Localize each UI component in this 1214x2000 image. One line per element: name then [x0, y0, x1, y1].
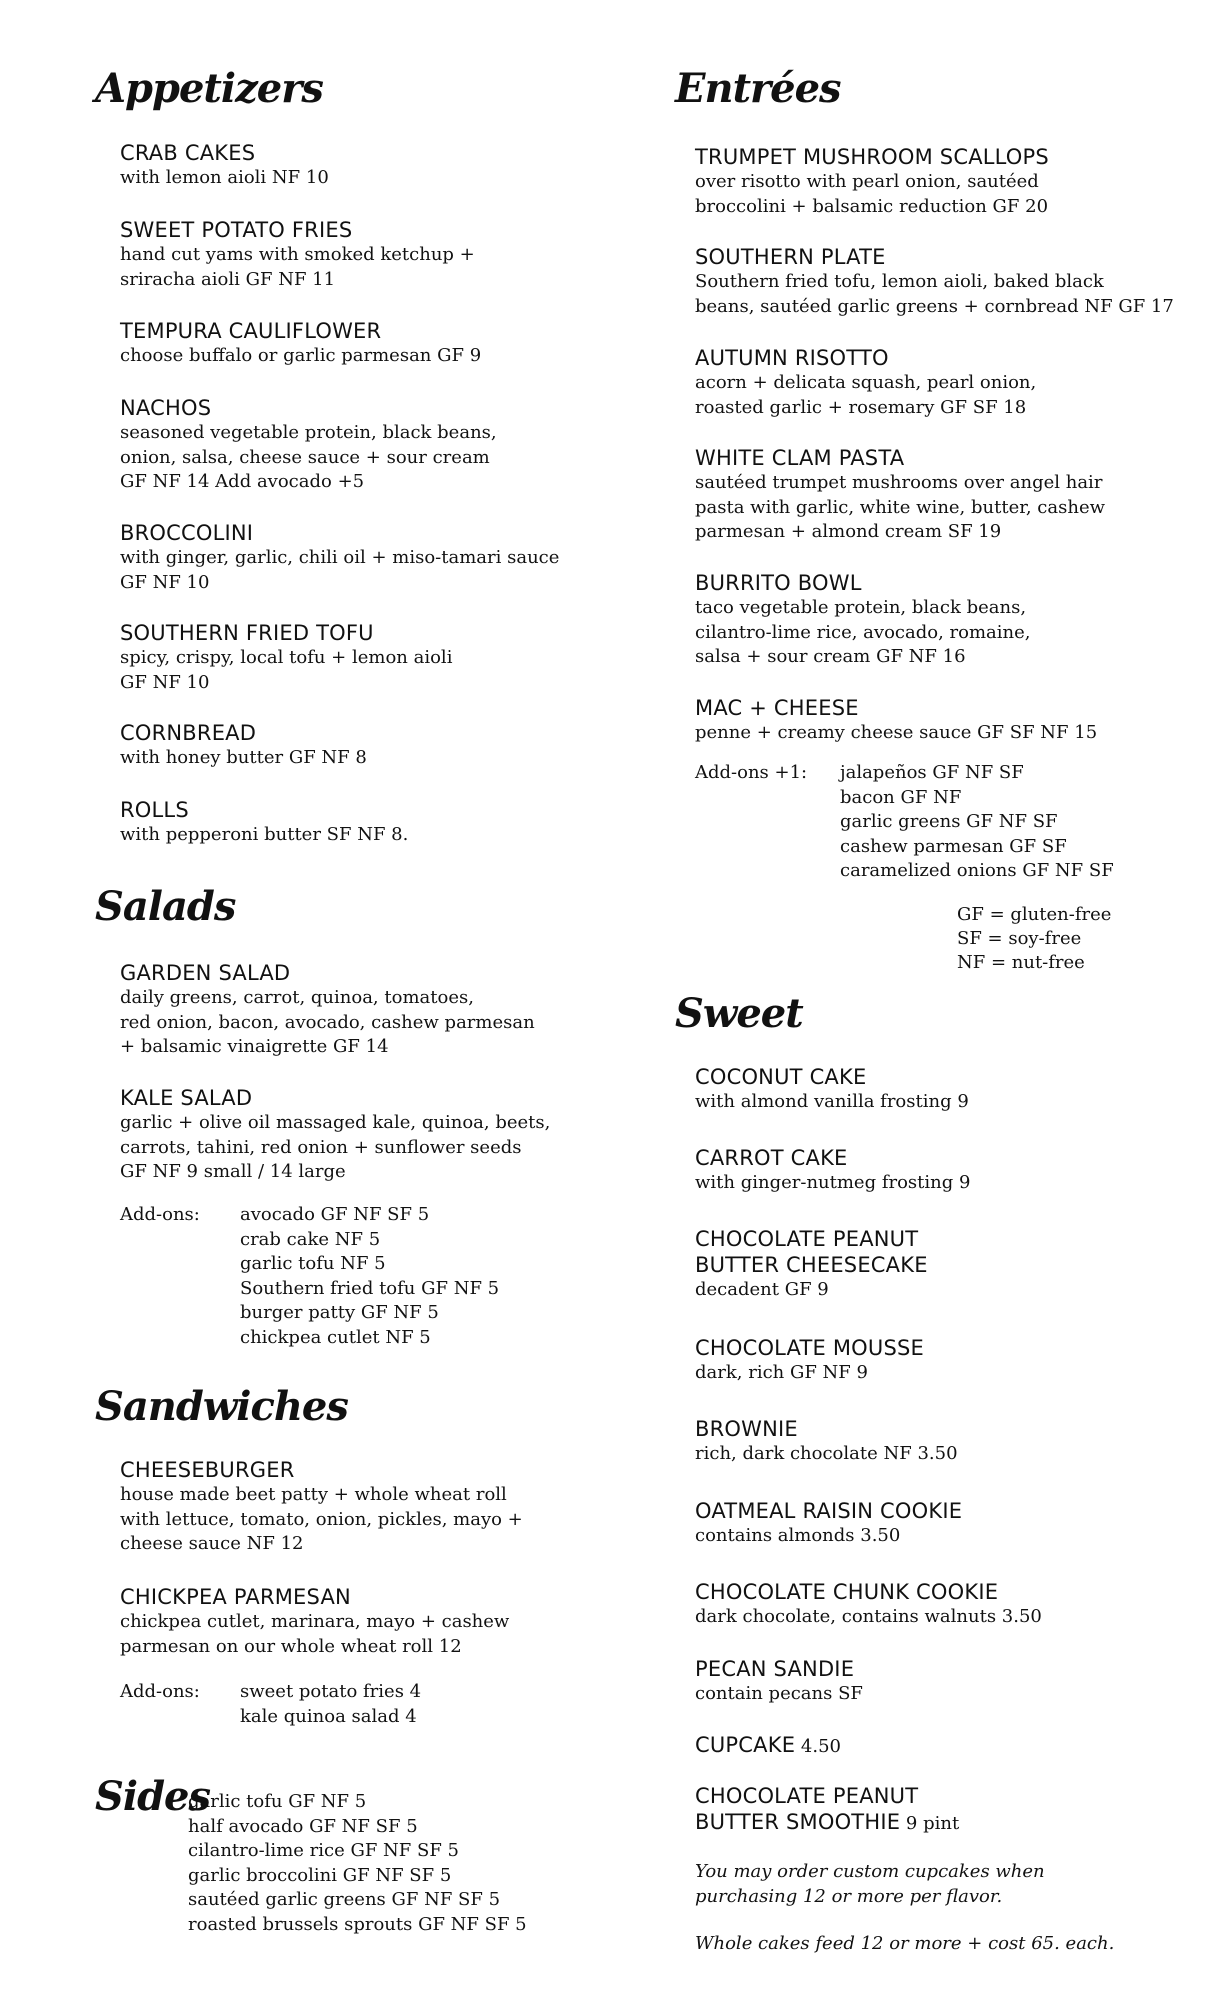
menu-item — [120, 1457, 523, 1557]
item-name: TEMPURA CAULIFLOWER — [120, 319, 382, 343]
item-price: 9 pint — [905, 1813, 960, 1834]
item-name: CHEESEBURGER — [120, 1458, 295, 1482]
menu-item — [695, 570, 1031, 670]
item-desc: cilantro-lime rice, avocado, romaine, — [695, 621, 1031, 643]
dietary-legend — [957, 903, 1111, 975]
item-name: BROWNIE — [695, 1417, 798, 1441]
item-desc: parmesan on our whole wheat roll 12 — [120, 1635, 462, 1657]
item-desc: red onion, bacon, avocado, cashew parmesan — [120, 1011, 535, 1033]
menu-item — [120, 1584, 509, 1659]
item-name: CUPCAKE — [695, 1733, 796, 1757]
item-name: BUTTER SMOOTHIE — [695, 1810, 901, 1834]
menu-item-smoothie — [695, 1783, 959, 1837]
item-desc: Southern fried tofu, lemon aioli, baked black — [695, 271, 1104, 292]
menu-item — [695, 1498, 962, 1549]
side-item: garlic broccolini GF NF SF 5 — [188, 1864, 452, 1886]
addons-list — [840, 761, 1114, 884]
item-desc: GF NF 9 small / 14 large — [120, 1161, 346, 1182]
salad-addons — [120, 1203, 540, 1353]
addon-item: avocado GF NF SF 5 — [240, 1204, 430, 1225]
item-desc: carrots, tahini, red onion + sunflower seeds — [120, 1136, 522, 1158]
item-desc: over risotto with pearl onion, sautéed — [695, 171, 1039, 192]
menu-item — [695, 1579, 1042, 1630]
item-name: CHICKPEA PARMESAN — [120, 1585, 351, 1609]
item-desc: acorn + delicata squash, pearl onion, — [695, 372, 1037, 393]
item-desc: with honey butter GF NF 8 — [120, 747, 367, 768]
salads-heading: Salads — [95, 883, 236, 930]
item-desc: sautéed trumpet mushrooms over angel hair — [695, 472, 1103, 493]
side-item: roasted brussels sprouts GF NF SF 5 — [188, 1913, 527, 1935]
addons-label: Add-ons: — [120, 1681, 200, 1702]
item-price: 4.50 — [800, 1736, 841, 1757]
item-desc: cheese sauce NF 12 — [120, 1533, 304, 1554]
menu-item — [695, 244, 1174, 319]
item-desc: dark, rich GF NF 9 — [695, 1362, 868, 1383]
note-line: purchasing 12 or more per flavor. — [695, 1885, 1003, 1907]
sweet-heading: Sweet — [675, 990, 803, 1037]
item-desc: with lemon aioli NF 10 — [120, 167, 329, 188]
addon-item: Southern fried tofu GF NF 5 — [240, 1277, 500, 1299]
menu-item — [120, 395, 497, 495]
item-name: PECAN SANDIE — [695, 1657, 855, 1681]
item-name: WHITE CLAM PASTA — [695, 446, 905, 470]
item-desc: daily greens, carrot, quinoa, tomatoes, — [120, 987, 474, 1008]
menu-item — [120, 960, 535, 1060]
sandwiches-heading: Sandwiches — [95, 1383, 348, 1430]
menu-item — [695, 695, 1097, 746]
item-desc: choose buffalo or garlic parmesan GF 9 — [120, 345, 482, 366]
menu-item — [120, 797, 408, 848]
item-name: COCONUT CAKE — [695, 1065, 867, 1089]
item-name: MAC + CHEESE — [695, 696, 859, 720]
addon-item: kale quinoa salad 4 — [240, 1705, 417, 1727]
item-desc: with ginger-nutmeg frosting 9 — [695, 1172, 971, 1193]
item-desc: contain pecans SF — [695, 1683, 863, 1704]
item-name: ROLLS — [120, 798, 189, 822]
item-desc: spicy, crispy, local tofu + lemon aioli — [120, 647, 453, 668]
menu-item — [695, 144, 1049, 219]
item-desc: onion, salsa, cheese sauce + sour cream — [120, 446, 490, 468]
item-name: CHOCOLATE PEANUT — [695, 1784, 919, 1808]
note-line: Whole cakes feed 12 or more + cost 65. each. — [695, 1933, 1115, 1954]
addons-list — [240, 1680, 421, 1729]
addons-label: Add-ons: — [120, 1204, 200, 1225]
addon-item: chickpea cutlet NF 5 — [240, 1326, 431, 1348]
sandwich-addons — [120, 1680, 540, 1730]
legend-gf: GF = gluten-free — [957, 904, 1112, 925]
item-desc: GF NF 10 — [120, 671, 210, 693]
item-name: SWEET POTATO FRIES — [120, 218, 353, 242]
item-name: KALE SALAD — [120, 1086, 253, 1110]
item-name: CRAB CAKES — [120, 141, 256, 165]
item-desc: GF NF 14 Add avocado +5 — [120, 471, 365, 492]
sides-list — [188, 1790, 588, 1940]
item-desc: chickpea cutlet, marinara, mayo + cashew — [120, 1611, 510, 1632]
menu-item — [120, 318, 481, 369]
item-desc: broccolini + balsamic reduction GF 20 — [695, 195, 1049, 217]
item-name: GARDEN SALAD — [120, 961, 291, 985]
side-item: garlic tofu GF NF 5 — [188, 1791, 367, 1812]
item-name: SOUTHERN PLATE — [695, 245, 886, 269]
item-desc: pasta with garlic, white wine, butter, cashew — [695, 496, 1106, 518]
item-name: SOUTHERN FRIED TOFU — [120, 621, 374, 645]
legend-nf: NF = nut-free — [957, 952, 1085, 973]
item-desc: rich, dark chocolate NF 3.50 — [695, 1443, 958, 1464]
menu-item — [120, 520, 559, 595]
entrees-heading: Entrées — [675, 65, 841, 112]
item-desc: sriracha aioli GF NF 11 — [120, 268, 336, 290]
menu-item — [695, 1064, 969, 1115]
item-desc: + balsamic vinaigrette GF 14 — [120, 1036, 389, 1057]
item-name: CORNBREAD — [120, 721, 257, 745]
addon-item: garlic greens GF NF SF — [840, 811, 1058, 832]
menu-item — [695, 1656, 863, 1707]
addon-item: bacon GF NF — [840, 786, 962, 808]
item-name: OATMEAL RAISIN COOKIE — [695, 1499, 963, 1523]
item-name: BURRITO BOWL — [695, 571, 862, 595]
item-desc: decadent GF 9 — [695, 1279, 829, 1300]
addon-item: jalapeños GF NF SF — [840, 762, 1024, 783]
item-desc: with almond vanilla frosting 9 — [695, 1091, 969, 1112]
side-item: sautéed garlic greens GF NF SF 5 — [188, 1889, 501, 1910]
menu-item — [695, 1226, 928, 1303]
item-desc: beans, sautéed garlic greens + cornbread NF GF 17 — [695, 295, 1174, 317]
whole-cake-note — [695, 1932, 1114, 1957]
item-desc: contains almonds 3.50 — [695, 1525, 901, 1546]
menu-item — [695, 445, 1105, 545]
item-desc: parmesan + almond cream SF 19 — [695, 521, 1002, 542]
item-name: AUTUMN RISOTTO — [695, 346, 889, 370]
menu-item — [695, 345, 1036, 420]
addon-item: crab cake NF 5 — [240, 1228, 381, 1250]
item-name: CARROT CAKE — [695, 1146, 848, 1170]
sides-heading: Sides — [95, 1773, 211, 1820]
item-desc: taco vegetable protein, black beans, — [695, 597, 1027, 618]
item-desc: with lettuce, tomato, onion, pickles, mayo + — [120, 1508, 523, 1530]
addon-item: burger patty GF NF 5 — [240, 1302, 439, 1323]
side-item: half avocado GF NF SF 5 — [188, 1815, 418, 1837]
menu-item — [120, 620, 452, 695]
note-line: You may order custom cupcakes when — [695, 1861, 1045, 1882]
addons-list — [240, 1203, 499, 1350]
addons-label: Add-ons +1: — [695, 762, 808, 783]
addon-item: cashew parmesan GF SF — [840, 835, 1067, 857]
item-desc: with pepperoni butter SF NF 8. — [120, 824, 409, 845]
item-desc: hand cut yams with smoked ketchup + — [120, 244, 475, 265]
item-desc: seasoned vegetable protein, black beans, — [120, 422, 497, 443]
menu-item — [695, 1335, 924, 1386]
item-desc: salsa + sour cream GF NF 16 — [695, 646, 966, 667]
side-item: cilantro-lime rice GF NF SF 5 — [188, 1840, 459, 1861]
item-name: CHOCOLATE MOUSSE — [695, 1336, 925, 1360]
item-desc: garlic + olive oil massaged kale, quinoa, beets, — [120, 1112, 551, 1133]
menu-item-cupcake — [695, 1732, 841, 1760]
appetizers-heading: Appetizers — [95, 65, 323, 112]
item-desc: with ginger, garlic, chili oil + miso-tamari sauce — [120, 547, 560, 568]
item-name: CHOCOLATE PEANUT — [695, 1227, 919, 1251]
item-desc: dark chocolate, contains walnuts 3.50 — [695, 1606, 1042, 1627]
item-name: TRUMPET MUSHROOM SCALLOPS — [695, 145, 1049, 169]
menu-item — [120, 1085, 550, 1185]
addon-item: caramelized onions GF NF SF — [840, 860, 1114, 881]
item-name: BROCCOLINI — [120, 521, 254, 545]
addon-item: sweet potato fries 4 — [240, 1681, 422, 1702]
entree-addons — [695, 761, 1155, 891]
menu-item — [695, 1145, 970, 1196]
item-name: CHOCOLATE CHUNK COOKIE — [695, 1580, 999, 1604]
item-desc: GF NF 10 — [120, 571, 210, 593]
item-name: BUTTER CHEESECAKE — [695, 1253, 928, 1277]
legend-sf: SF = soy-free — [957, 928, 1082, 949]
menu-item — [120, 217, 475, 292]
item-name: NACHOS — [120, 396, 212, 420]
addon-item: garlic tofu NF 5 — [240, 1253, 386, 1274]
item-desc: roasted garlic + rosemary GF SF 18 — [695, 396, 1027, 418]
item-desc: house made beet patty + whole wheat roll — [120, 1484, 507, 1505]
menu-item — [695, 1416, 958, 1467]
menu-item — [120, 720, 367, 771]
menu-item — [120, 140, 329, 191]
item-desc: penne + creamy cheese sauce GF SF NF 15 — [695, 722, 1098, 743]
cupcake-note — [695, 1860, 1045, 1909]
